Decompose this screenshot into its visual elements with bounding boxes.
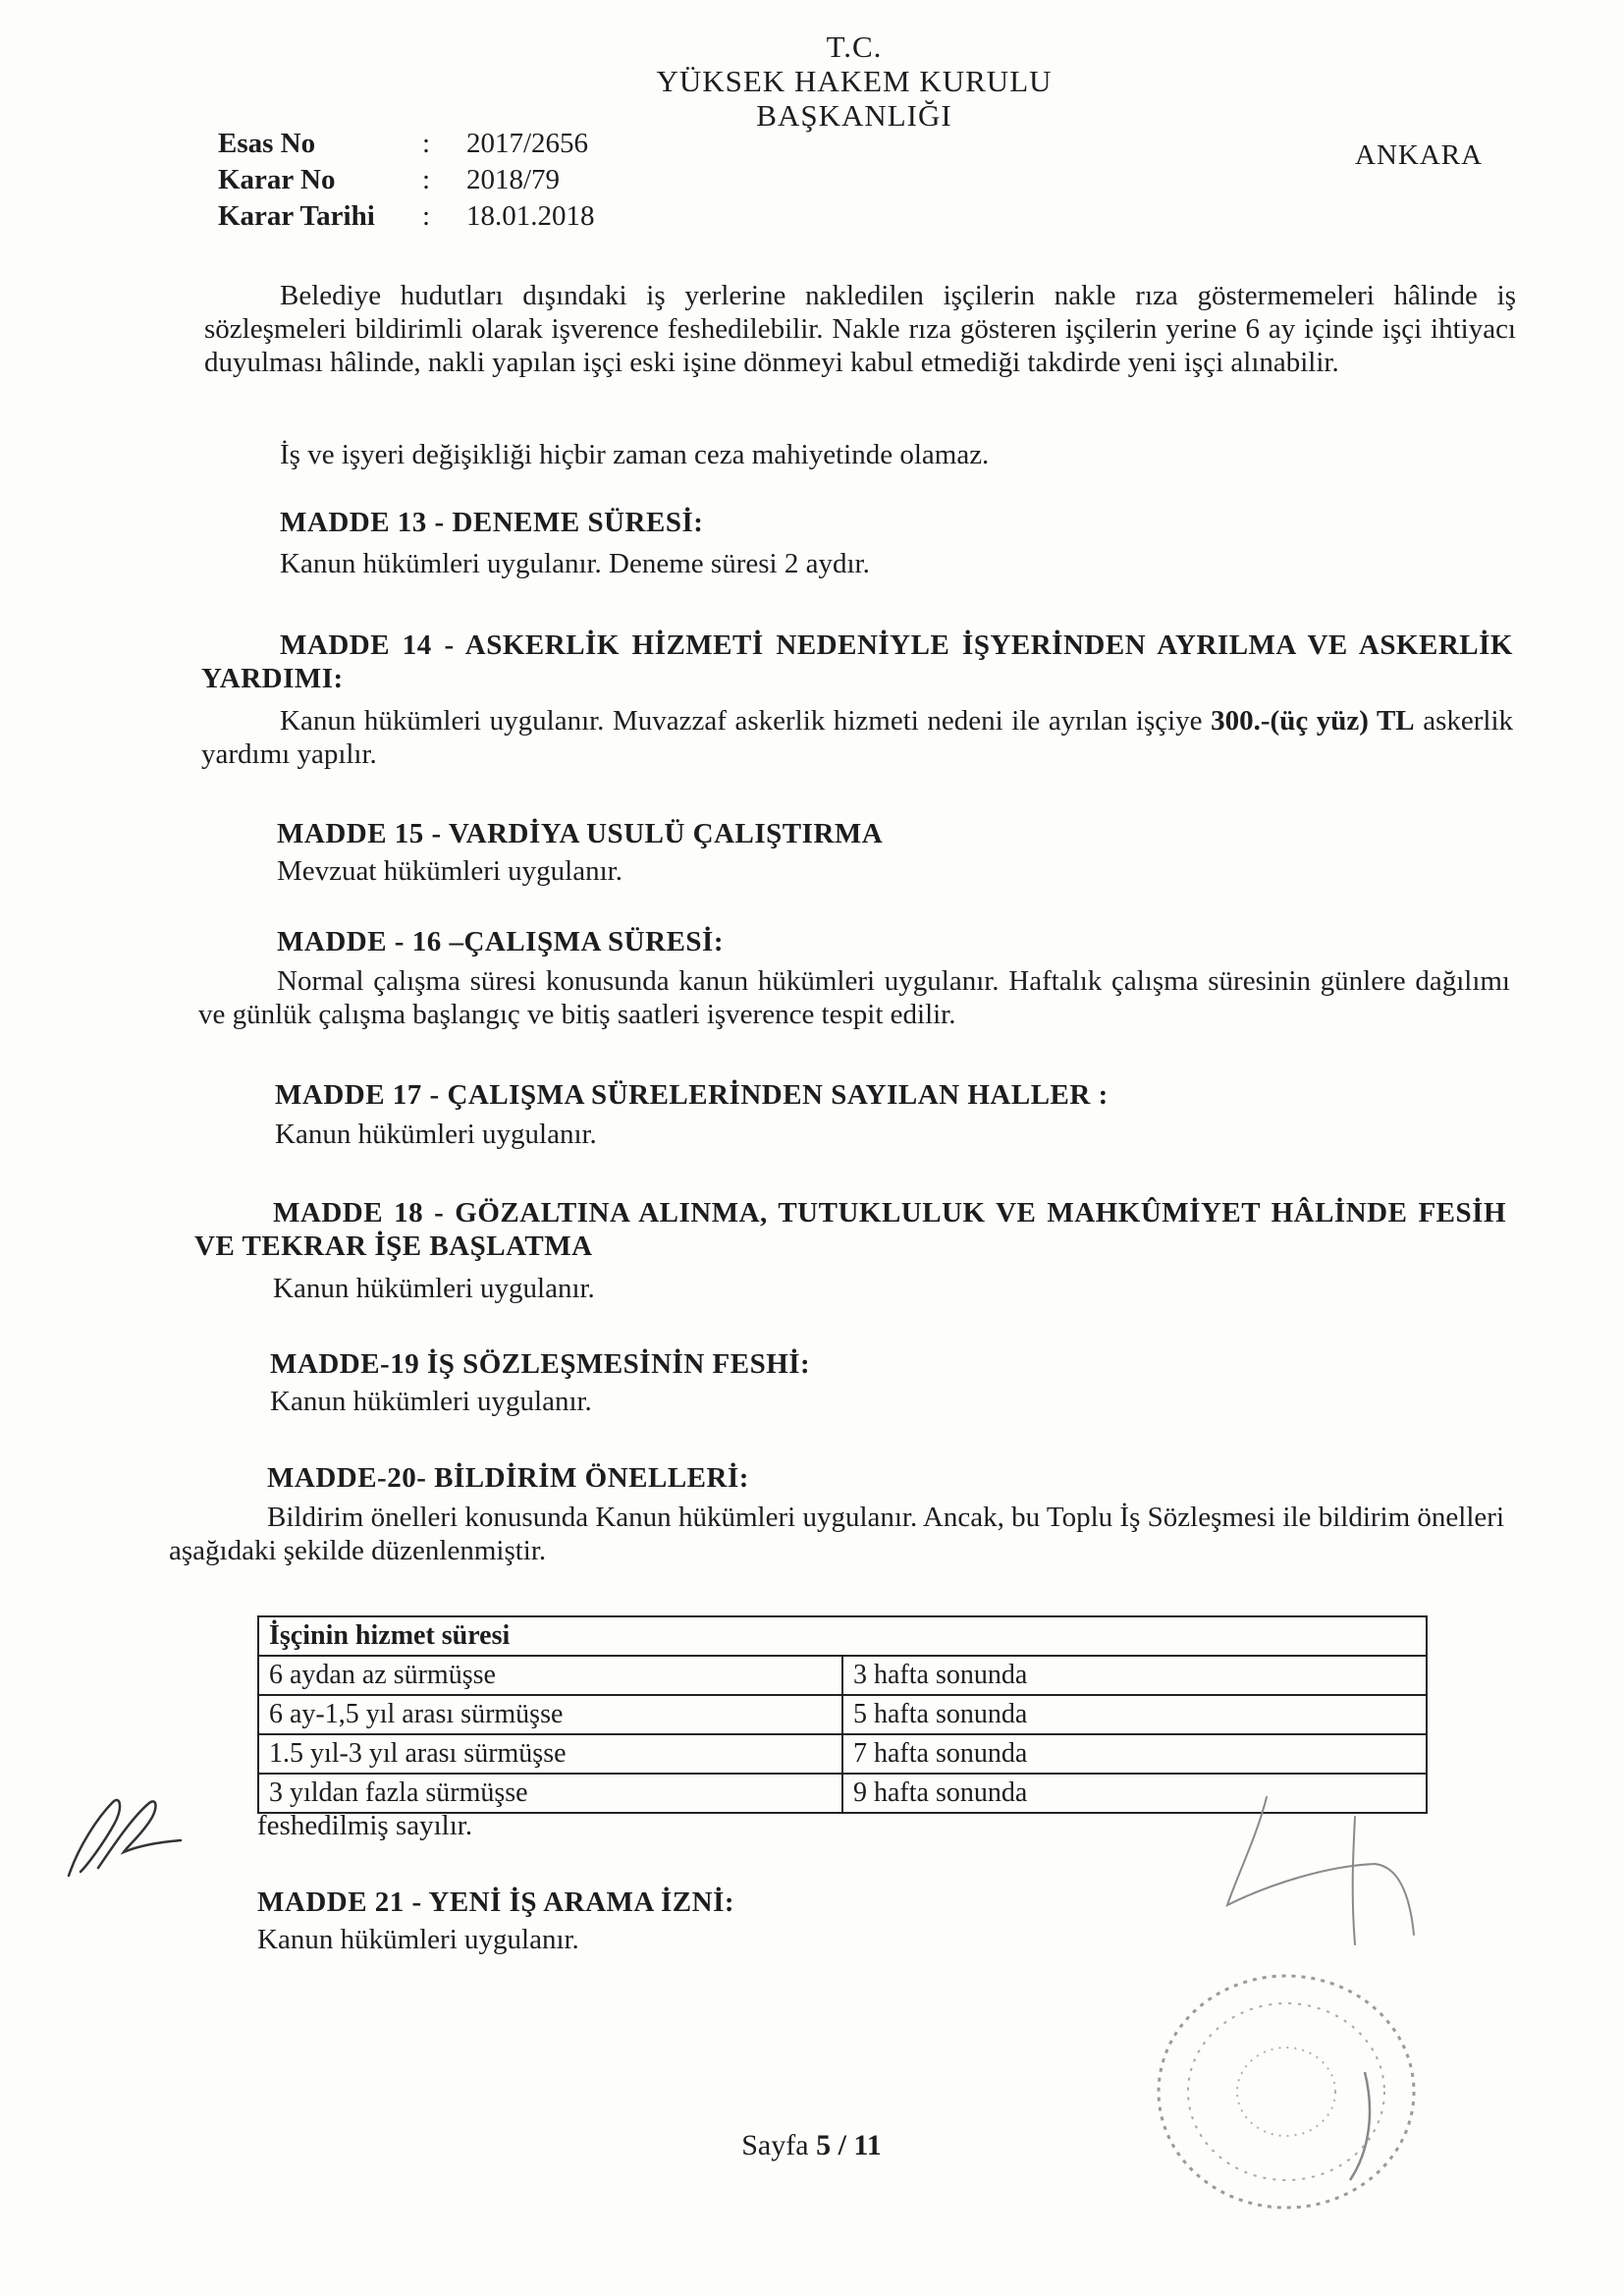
madde-16-body: Normal çalışma süresi konusunda kanun hükümleri uygulanır. Haftalık çalışma süresinin günlere dağılımı ve günlük çalışma başlangıç ve bitiş saatleri işverence tespit edilir. xyxy=(198,965,1510,1030)
madde-20-title: MADDE-20- BİLDİRİM ÖNELLERİ: xyxy=(267,1462,749,1494)
duration-cell: 1.5 yıl-3 yıl arası sürmüşse xyxy=(258,1734,842,1774)
madde-21-body: Kanun hükümleri uygulanır. xyxy=(257,1924,579,1955)
madde-20-after-table: feshedilmiş sayılır. xyxy=(257,1810,473,1841)
madde-18-body: Kanun hükümleri uygulanır. xyxy=(273,1273,595,1304)
karar-label: Karar No xyxy=(218,164,336,195)
madde-14-title: MADDE 14 - ASKERLİK HİZMETİ NEDENİYLE İŞYERİNDEN AYRILMA VE ASKERLİK YARDIMI: xyxy=(201,629,1513,694)
notice-cell: 9 hafta sonunda xyxy=(842,1774,1427,1813)
table-header-row xyxy=(258,1616,1427,1656)
duration-cell: 6 aydan az sürmüşse xyxy=(258,1656,842,1695)
notice-cell: 5 hafta sonunda xyxy=(842,1695,1427,1734)
madde-16-title: MADDE - 16 –ÇALIŞMA SÜRESİ: xyxy=(277,926,724,957)
madde-15-body: Mevzuat hükümleri uygulanır. xyxy=(277,855,622,887)
madde-17-title: MADDE 17 - ÇALIŞMA SÜRELERİNDEN SAYILAN HALLER : xyxy=(275,1079,1109,1111)
karar-row xyxy=(218,162,595,198)
duration-cell: 6 ay-1,5 yıl arası sürmüşse xyxy=(258,1695,842,1734)
madde-19-body: Kanun hükümleri uygulanır. xyxy=(270,1386,592,1417)
madde-17-body: Kanun hükümleri uygulanır. xyxy=(275,1119,597,1150)
tarih-value: 18.01.2018 xyxy=(466,200,595,232)
handwritten-signature-right xyxy=(1208,1758,1434,1954)
esas-label: Esas No xyxy=(218,128,316,159)
madde-14-body-c: askerlik yardımı yapılır. xyxy=(201,705,1514,770)
intro-paragraph-1: Belediye hudutları dışındaki iş yerlerine nakledilen işçilerin nakle rıza göstermemeleri hâlinde iş sözleşmeleri bildirimli olarak işverence feshedilebilir. Nakle rıza gösteren işçilerin yerine 6 ay içinde işçi ihtiyacı duyulması hâlinde, nakli yapılan işçi eski işine dönmeyi kabul etmediği takdirde yeni işçi alınabilir. xyxy=(204,280,1516,378)
handwritten-initial-left xyxy=(59,1777,187,1886)
madde-14-amount: 300.-(üç yüz) TL xyxy=(1211,705,1415,737)
header-institution: YÜKSEK HAKEM KURULU xyxy=(656,64,1053,98)
table-header-cell: İşçinin hizmet süresi xyxy=(258,1616,1427,1656)
tarih-colon: : xyxy=(422,200,431,232)
duration-cell: 3 yıldan fazla sürmüşse xyxy=(258,1774,842,1813)
madde-14-body-a: Kanun hükümleri uygulanır. Muvazzaf askerlik hizmeti nedeni ile ayrılan işçiye xyxy=(280,705,1203,737)
madde-20-body: Bildirim önelleri konusunda Kanun hükümleri uygulanır. Ancak, bu Toplu İş Sözleşmesi ile bildirim önelleri aşağıdaki şekilde düzenlenmiştir. xyxy=(169,1502,1504,1566)
notice-cell: 3 hafta sonunda xyxy=(842,1656,1427,1695)
intro-paragraph-2: İş ve işyeri değişikliği hiçbir zaman ceza mahiyetinde olamaz. xyxy=(280,439,990,470)
tarih-label: Karar Tarihi xyxy=(218,200,375,232)
tarih-row xyxy=(218,198,595,235)
notice-cell: 7 hafta sonunda xyxy=(842,1734,1427,1774)
table-row xyxy=(258,1656,1427,1695)
madde-19-title: MADDE-19 İŞ SÖZLEŞMESİNİN FESHİ: xyxy=(270,1348,811,1380)
city: ANKARA xyxy=(1355,139,1484,171)
karar-value: 2018/79 xyxy=(466,164,561,195)
madde-21-title: MADDE 21 - YENİ İŞ ARAMA İZNİ: xyxy=(257,1886,735,1918)
esas-value: 2017/2656 xyxy=(466,128,589,159)
madde-13-title: MADDE 13 - DENEME SÜRESİ: xyxy=(280,507,704,538)
page-number: 5 / 11 xyxy=(816,2129,882,2161)
page-footer xyxy=(0,2129,1623,2162)
madde-15-title: MADDE 15 - VARDİYA USULÜ ÇALIŞTIRMA xyxy=(277,818,884,849)
table-row xyxy=(258,1695,1427,1734)
madde-14-body xyxy=(201,704,1513,771)
page-label: Sayfa xyxy=(741,2129,809,2161)
official-seal-stamp xyxy=(1139,1954,1434,2229)
madde-13-body: Kanun hükümleri uygulanır. Deneme süresi 2 aydır. xyxy=(280,548,870,579)
case-meta xyxy=(218,126,595,235)
madde-18-title: MADDE 18 - GÖZALTINA ALINMA, TUTUKLULUK VE MAHKÛMİYET HÂLİNDE FESİH VE TEKRAR İŞE BAŞLATMA xyxy=(194,1197,1506,1262)
karar-colon: : xyxy=(422,164,431,195)
esas-colon: : xyxy=(422,128,431,159)
header-tc: T.C. xyxy=(826,29,883,64)
header-presidency: BAŞKANLIĞI xyxy=(756,98,952,133)
esas-row xyxy=(218,126,595,162)
